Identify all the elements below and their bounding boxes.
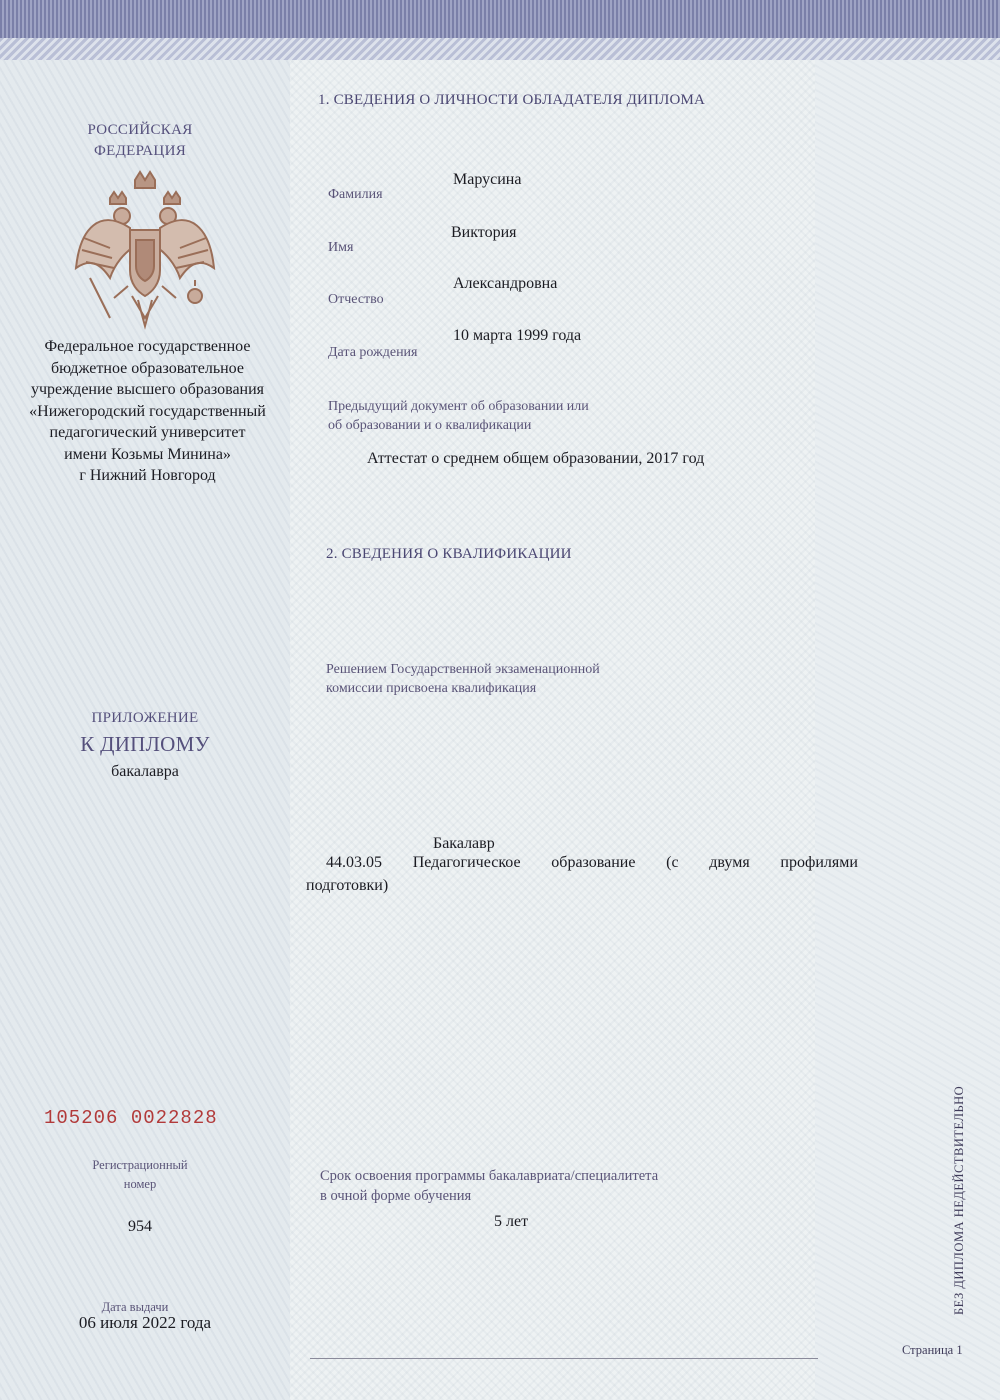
registration-label (60, 1156, 220, 1194)
study-term-label (320, 1166, 658, 1206)
patronymic-value: Александровна (453, 275, 558, 292)
supplement-line-2: К ДИПЛОМУ (80, 732, 210, 756)
institution-line-4: «Нижегородский государственный (29, 402, 266, 420)
supplement-level: бакалавра (111, 763, 179, 780)
section1-title: 1. СВЕДЕНИЯ О ЛИЧНОСТИ ОБЛАДАТЕЛЯ ДИПЛОМА (318, 92, 706, 108)
institution-line-6: имени Козьмы Минина» (64, 445, 231, 463)
side-note-vertical: БЕЗ ДИПЛОМА НЕДЕЙСТВИТЕЛЬНО (952, 1085, 966, 1315)
program-word: Педагогическое (412, 854, 521, 871)
study-term-label-line-1: Срок освоения программы бакалавриата/специалитета (320, 1168, 659, 1184)
institution-line-7: г Нижний Новгород (79, 467, 216, 484)
issue-date-value: 06 июля 2022 года (78, 1313, 212, 1332)
surname-value: Марусина (453, 171, 522, 188)
program-word: образование (551, 854, 636, 871)
program-word: двумя (709, 854, 750, 871)
registration-label-line-1: Регистрационный (92, 1158, 188, 1172)
issue-date-label: Дата выдачи (101, 1300, 169, 1314)
coat-of-arms-emblem (70, 168, 220, 333)
program-word: (с (666, 854, 679, 871)
section2-title: 2. СВЕДЕНИЯ О КВАЛИФИКАЦИИ (326, 546, 572, 562)
study-term-label-line-2: в очной форме обучения (320, 1188, 472, 1204)
supplement-title (40, 708, 250, 781)
country-name (40, 120, 240, 162)
institution-name (5, 336, 290, 487)
birth-date-label: Дата рождения (328, 345, 418, 360)
program-word: профилями (780, 854, 858, 871)
registration-number: 954 (128, 1218, 152, 1235)
previous-document-label-line-2: об образовании и о квалификации (328, 418, 532, 433)
page-label: Страница 1 (902, 1343, 963, 1357)
qualification-decision-line-1: Решением Государственной экзаменационной (326, 662, 600, 677)
qualification-decision-label (326, 660, 600, 698)
study-term-value: 5 лет (494, 1213, 529, 1230)
program-line-2: подготовки) (306, 877, 389, 894)
bottom-rule (310, 1358, 818, 1359)
program-code: 44.03.05 (326, 854, 382, 871)
right-strip (815, 60, 1000, 1400)
institution-line-2: бюджетное образовательное (51, 359, 244, 377)
birth-date-value: 10 марта 1999 года (453, 327, 582, 344)
supplement-line-1: ПРИЛОЖЕНИЕ (91, 710, 199, 726)
qualification-decision-line-2: комиссии присвоена квалификация (326, 681, 537, 696)
document-number: 105206 0022828 (44, 1107, 218, 1129)
country-line-1: РОССИЙСКАЯ (87, 122, 193, 138)
registration-label-line-2: номер (123, 1177, 157, 1191)
name-value: Виктория (451, 224, 517, 241)
name-label: Имя (328, 240, 354, 255)
program-line-1 (326, 854, 858, 872)
previous-document-label (328, 397, 589, 435)
institution-line-1: Федеральное государственное (44, 338, 251, 355)
surname-label: Фамилия (328, 187, 383, 202)
patronymic-label: Отчество (328, 292, 384, 307)
qualification-value: Бакалавр (433, 835, 495, 852)
decorative-top-band (0, 0, 1000, 60)
institution-line-5: педагогический университет (49, 424, 246, 441)
previous-document-value: Аттестат о среднем общем образовании, 2017 год (367, 450, 705, 467)
previous-document-label-line-1: Предыдущий документ об образовании или (328, 399, 589, 414)
institution-line-3: учреждение высшего образования (30, 381, 265, 398)
country-line-2: ФЕДЕРАЦИЯ (93, 143, 187, 159)
